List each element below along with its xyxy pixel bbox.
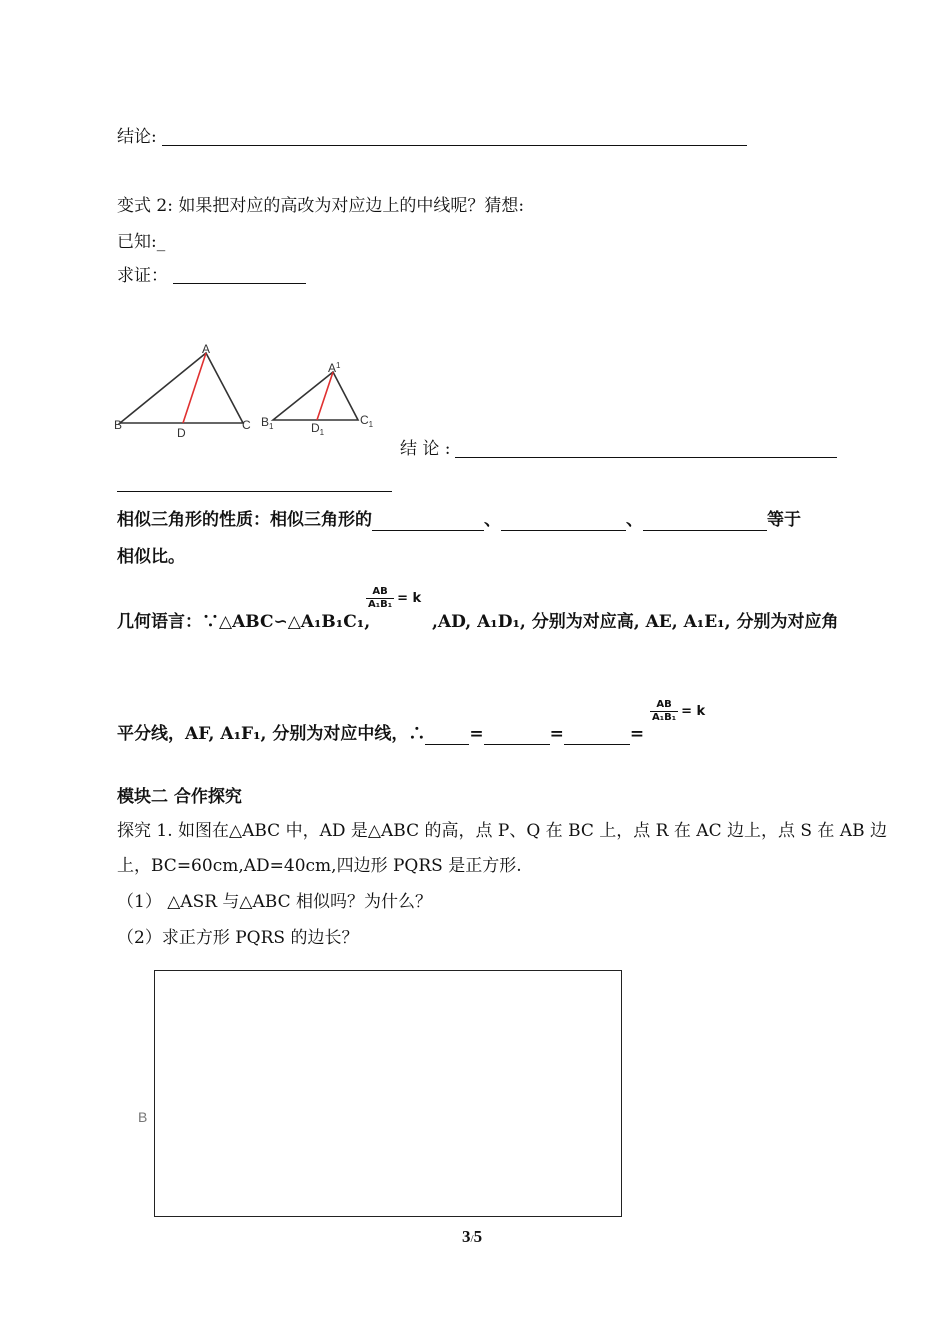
ratio-formula-2	[650, 699, 705, 724]
conclusion-label-2: 结 论 :	[400, 439, 451, 459]
property-blank-3[interactable]	[643, 512, 767, 531]
eq-2: =	[549, 724, 564, 744]
ratio-blank-3[interactable]	[564, 726, 630, 745]
eq-1: =	[469, 724, 484, 744]
similar-triangles-diagram	[110, 340, 390, 440]
frac-num: AB	[366, 586, 394, 599]
big-triangle	[120, 353, 243, 423]
ratio-formula-1	[366, 586, 421, 611]
property-line-1	[117, 509, 801, 531]
property-text: 相似三角形的性质：相似三角形的	[117, 510, 372, 530]
geometry-lead: 几何语言：∵△ABC∽△A₁B₁C₁,	[117, 612, 371, 632]
property-blank-1[interactable]	[372, 512, 484, 531]
eq-3: =	[629, 724, 645, 744]
frac-eq: = k	[397, 591, 422, 606]
big-label-b: B	[114, 418, 123, 432]
figure-box	[154, 970, 622, 1217]
small-label-d: $D_1$	[311, 421, 325, 437]
big-label-d: D	[177, 426, 186, 440]
property-sep-1: 、	[484, 510, 501, 530]
variant2-prove: 求证：	[117, 266, 168, 286]
conclusion-blank-1[interactable]	[162, 145, 747, 146]
property-blank-2[interactable]	[501, 512, 626, 531]
big-label-a: A	[202, 342, 211, 356]
question-1: （1） △ASR 与△ABC 相似吗？为什么？	[117, 892, 432, 912]
big-label-c: C	[242, 418, 251, 432]
variant2-title: 变式 2: 如果把对应的高改为对应边上的中线呢？猜想:	[117, 196, 525, 216]
ratio-blank-2[interactable]	[484, 726, 550, 745]
page-sep: /	[470, 1233, 474, 1245]
conclusion-blank-2b[interactable]	[117, 491, 392, 492]
frac-eq-2: = k	[681, 704, 706, 719]
explore1-line-2: 上，BC=60cm,AD=40cm,四边形 PQRS 是正方形.	[117, 856, 522, 876]
page-number	[462, 1227, 482, 1247]
geometry-after: ,AD, A₁D₁, 分别为对应高, AE, A₁E₁, 分别为对应角	[432, 612, 839, 632]
big-median	[183, 353, 206, 423]
frac-den-2: A₁B₁	[652, 712, 677, 723]
conclusion-label-1: 结论:	[117, 127, 157, 147]
small-triangle	[273, 372, 358, 420]
conclusion-blank-2[interactable]	[455, 457, 837, 458]
property-tail: 等于	[767, 510, 801, 530]
property-sep-2: 、	[626, 510, 643, 530]
geometry-line-2	[117, 723, 644, 745]
explore1-line-1: 探究 1. 如图在△ABC 中，AD 是△ABC 的高，点 P、Q 在 BC 上，点 R 在 AC 边上，点 S 在 AB 边	[117, 821, 888, 841]
geometry-line-1	[117, 611, 370, 633]
page-current: 3	[462, 1227, 471, 1246]
frac-den: A₁B₁	[368, 599, 393, 610]
frac-num-2: AB	[650, 699, 678, 712]
page-total: 5	[473, 1227, 483, 1246]
module2-title: 模块二 合作探究	[117, 787, 242, 807]
small-label-a: $A^1$	[328, 361, 341, 375]
ratio-blank-1[interactable]	[425, 726, 469, 745]
prove-blank[interactable]	[173, 283, 306, 284]
small-label-c: $C_1$	[360, 413, 374, 429]
small-label-b: $B_1$	[261, 415, 274, 431]
geometry-line2-text: 平分线，AF, A₁F₁, 分别为对应中线，∴	[117, 724, 426, 744]
question-2: （2）求正方形 PQRS 的边长？	[117, 928, 359, 948]
figure-label-b: B	[138, 1109, 148, 1125]
variant2-given: 已知:_	[117, 232, 166, 252]
property-line-2: 相似比。	[117, 547, 185, 567]
